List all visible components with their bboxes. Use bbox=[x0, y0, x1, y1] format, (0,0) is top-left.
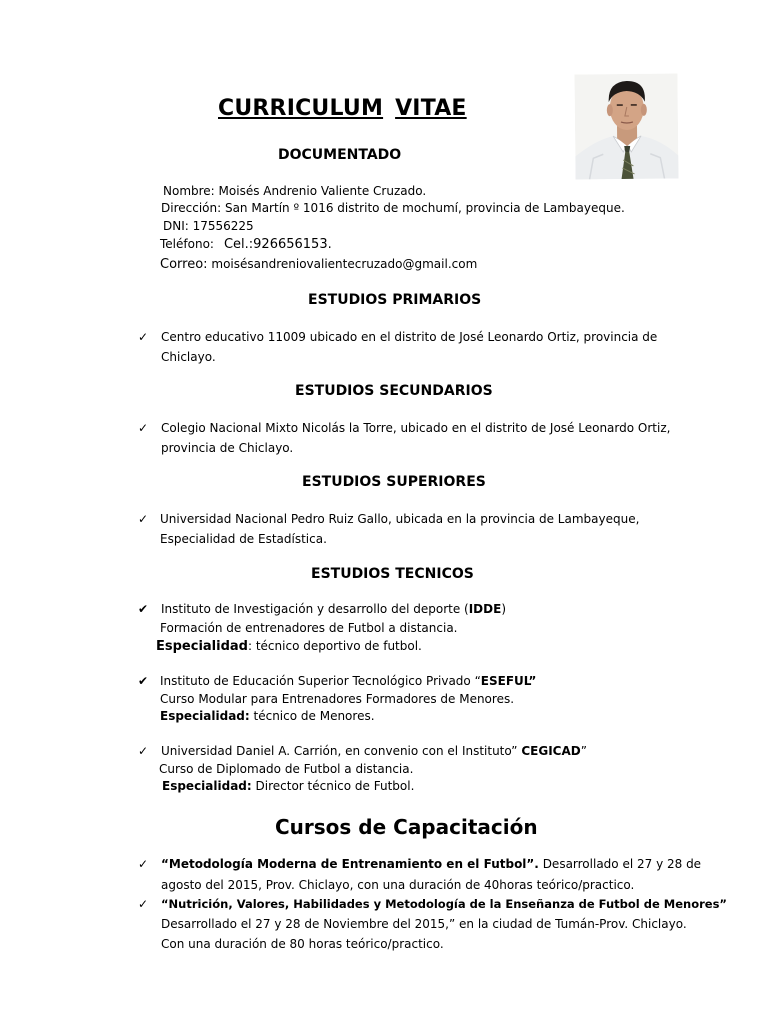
spec-value: Director técnico de Futbol. bbox=[251, 779, 415, 793]
email-value: moisésandreniovalientecruzado@gmail.com bbox=[211, 257, 478, 271]
item2-pre: Instituto de Educación Superior Tecnológico Privado “ bbox=[160, 674, 481, 688]
check-icon: ✔ bbox=[138, 674, 149, 688]
personal-phone bbox=[160, 236, 332, 253]
title-part1: CURRICULUM bbox=[218, 96, 384, 121]
tecnicos-item1-spec bbox=[156, 638, 422, 655]
cursos-item2-line1: “Nutrición, Valores, Habilidades y Metodología de la Enseñanza de Futbol de Menores” bbox=[161, 897, 727, 911]
item2-bold: ESEFUL” bbox=[480, 674, 537, 688]
phone-label: Teléfono: bbox=[160, 237, 214, 251]
spec-label: Especialidad: bbox=[160, 709, 250, 723]
curso1-rest: Desarrollado el 27 y 28 de bbox=[538, 857, 702, 871]
page-title bbox=[218, 96, 467, 121]
primarios-line1: Centro educativo 11009 ubicado en el distrito de José Leonardo Ortiz, provincia de bbox=[161, 330, 658, 344]
item1-bold: IDDE bbox=[468, 602, 502, 616]
check-icon: ✔ bbox=[138, 602, 149, 616]
heading-secundarios: ESTUDIOS SECUNDARIOS bbox=[295, 383, 493, 399]
heading-primarios: ESTUDIOS PRIMARIOS bbox=[308, 292, 482, 308]
personal-address: Dirección: San Martín º 1016 distrito de mochumí, provincia de Lambayeque. bbox=[161, 201, 625, 215]
subtitle: DOCUMENTADO bbox=[278, 147, 402, 163]
superiores-line2: Especialidad de Estadística. bbox=[160, 532, 327, 546]
check-icon: ✓ bbox=[138, 897, 149, 911]
cursos-item1-line2: agosto del 2015, Prov. Chiclayo, con una duración de 40horas teórico/practico. bbox=[161, 878, 635, 892]
profile-photo-image bbox=[574, 73, 678, 179]
tecnicos-item1-line2: Formación de entrenadores de Futbol a distancia. bbox=[160, 621, 458, 635]
spec-value: : técnico deportivo de futbol. bbox=[247, 639, 422, 653]
tecnicos-item3-spec bbox=[162, 778, 414, 795]
tecnicos-item2-spec bbox=[160, 708, 375, 725]
cursos-item2-line2: Desarrollado el 27 y 28 de Noviembre del 2015,” en la ciudad de Tumán-Prov. Chiclayo. bbox=[161, 917, 687, 931]
cursos-item2-line3: Con una duración de 80 horas teórico/practico. bbox=[161, 937, 444, 951]
check-icon: ✓ bbox=[138, 330, 149, 344]
item3-bold: CEGICAD bbox=[521, 744, 581, 758]
spec-value: técnico de Menores. bbox=[249, 709, 375, 723]
heading-tecnicos: ESTUDIOS TECNICOS bbox=[311, 566, 474, 582]
secundarios-line1: Colegio Nacional Mixto Nicolás la Torre, ubicado en el distrito de José Leonardo Ortiz, bbox=[161, 421, 671, 435]
superiores-line1: Universidad Nacional Pedro Ruiz Gallo, ubicada en la provincia de Lambayeque, bbox=[160, 512, 640, 526]
tecnicos-item2-line2: Curso Modular para Entrenadores Formadores de Menores. bbox=[160, 692, 515, 706]
item1-post: ) bbox=[501, 602, 506, 616]
tecnicos-item2-line1 bbox=[160, 673, 536, 690]
primarios-line2: Chiclayo. bbox=[161, 350, 216, 364]
secundarios-line2: provincia de Chiclayo. bbox=[161, 441, 294, 455]
item3-post: ” bbox=[580, 744, 587, 758]
spec-label: Especialidad bbox=[156, 639, 248, 654]
cursos-item1-line1 bbox=[161, 856, 701, 873]
tecnicos-item1-line1 bbox=[161, 601, 506, 618]
email-label: Correo: bbox=[160, 257, 208, 272]
check-icon: ✓ bbox=[138, 857, 149, 871]
tecnicos-item3-line1 bbox=[161, 743, 587, 760]
tecnicos-item3-line2: Curso de Diplomado de Futbol a distancia. bbox=[159, 762, 414, 776]
profile-photo bbox=[574, 73, 678, 179]
curso1-title: “Metodología Moderna de Entrenamiento en el Futbol”. bbox=[161, 857, 539, 871]
check-icon: ✓ bbox=[138, 512, 149, 526]
personal-name: Nombre: Moisés Andrenio Valiente Cruzado. bbox=[163, 184, 427, 198]
item3-pre: Universidad Daniel A. Carrión, en convenio con el Instituto” bbox=[161, 744, 522, 758]
check-icon: ✓ bbox=[138, 421, 149, 435]
heading-superiores: ESTUDIOS SUPERIORES bbox=[302, 474, 486, 490]
heading-cursos: Cursos de Capacitación bbox=[275, 815, 538, 839]
spec-label: Especialidad: bbox=[162, 779, 252, 793]
personal-email bbox=[160, 256, 477, 273]
check-icon: ✓ bbox=[138, 744, 149, 758]
item1-pre: Instituto de Investigación y desarrollo del deporte ( bbox=[161, 602, 469, 616]
personal-dni: DNI: 17556225 bbox=[163, 219, 254, 233]
title-part2: VITAE bbox=[395, 96, 467, 121]
phone-value: Cel.:926656153. bbox=[223, 237, 332, 252]
